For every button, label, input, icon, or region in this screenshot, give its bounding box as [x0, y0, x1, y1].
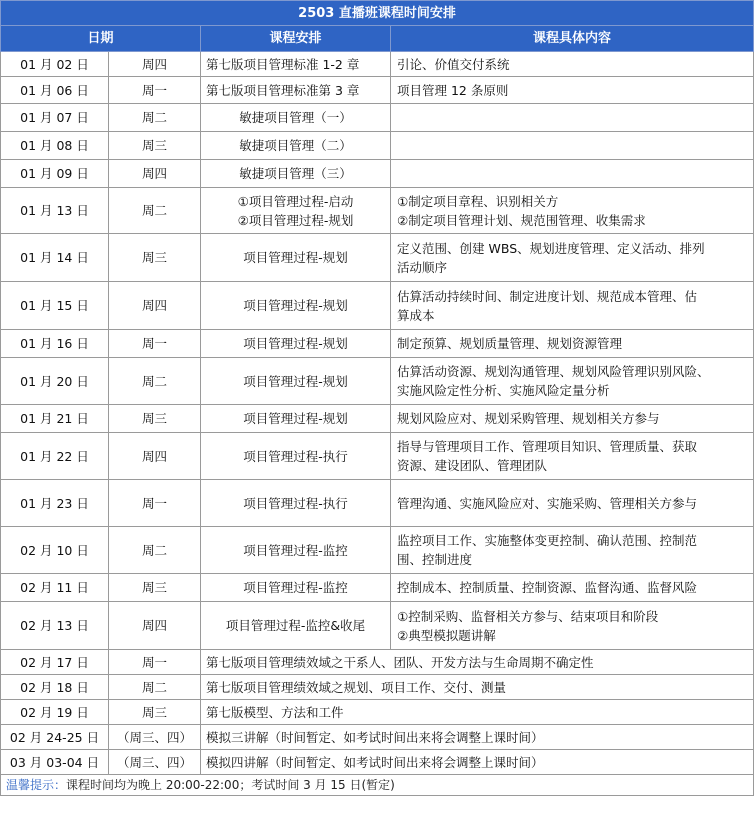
detail-line: 活动顺序	[397, 259, 448, 275]
cell-date: 02 月 11 日	[1, 574, 109, 602]
arrangement-line: 项目管理过程-监控	[243, 580, 348, 595]
cell-detail	[391, 574, 754, 602]
cell-date: 01 月 15 日	[1, 282, 109, 330]
cell-date: 01 月 23 日	[1, 480, 109, 527]
cell-detail	[391, 433, 754, 480]
cell-arrangement	[201, 52, 391, 77]
cell-weekday: （周三、四）	[109, 725, 201, 750]
cell-weekday: 周二	[109, 675, 201, 700]
table-row	[1, 188, 754, 234]
cell-arrangement-wide: 第七版模型、方法和工件	[201, 700, 754, 725]
table-row	[1, 77, 754, 104]
arrangement-line: 项目管理过程-执行	[243, 448, 348, 464]
cell-weekday: 周三	[109, 574, 201, 602]
detail-line: ①制定项目章程、识别相关方	[397, 193, 559, 209]
cell-date: 01 月 09 日	[1, 160, 109, 188]
arrangement-line: 敏捷项目管理（一）	[239, 110, 352, 125]
cell-arrangement	[201, 574, 391, 602]
detail-line: ②制定项目管理计划、规范围管理、收集需求	[397, 212, 646, 228]
cell-weekday: 周四	[109, 433, 201, 480]
cell-arrangement	[201, 282, 391, 330]
cell-weekday: 周三	[109, 234, 201, 282]
cell-date: 02 月 10 日	[1, 527, 109, 574]
table-row	[1, 104, 754, 132]
arrangement-line: 项目管理过程-规划	[243, 298, 348, 313]
footer-text: 课程时间均为晚上 20:00-22:00；考试时间 3 月 15 日(暂定)	[66, 777, 395, 792]
cell-detail	[391, 160, 754, 188]
table-row	[1, 330, 754, 358]
arrangement-line: 项目管理过程-监控&收尾	[225, 618, 366, 633]
cell-weekday: 周二	[109, 358, 201, 405]
table-row	[1, 675, 754, 700]
arrangement-line: 项目管理过程-规划	[243, 336, 348, 351]
table-title: 2503 直播班课程时间安排	[1, 1, 754, 26]
cell-date: 01 月 20 日	[1, 358, 109, 405]
cell-arrangement	[201, 104, 391, 132]
cell-weekday: 周一	[109, 77, 201, 104]
table-row	[1, 358, 754, 405]
detail-line: 围、控制进度	[397, 552, 473, 567]
cell-date: 03 月 03-04 日	[1, 750, 109, 775]
cell-arrangement	[201, 602, 391, 650]
arrangement-line: 项目管理过程-规划	[243, 411, 348, 426]
detail-line: 制定预算、规划质量管理、规划资源管理	[397, 336, 623, 351]
arrangement-line: ②项目管理过程-规划	[237, 212, 354, 228]
cell-arrangement	[201, 433, 391, 480]
detail-line: 估算活动资源、规划沟通管理、规划风险管理识别风险、	[397, 364, 710, 379]
cell-weekday: 周三	[109, 405, 201, 433]
table-row	[1, 602, 754, 650]
detail-line: 指导与管理项目工作、管理项目知识、管理质量、获取	[397, 439, 698, 454]
cell-detail	[391, 405, 754, 433]
schedule-body	[1, 52, 754, 775]
detail-line: ①控制采购、监督相关方参与、结束项目和阶段	[397, 608, 659, 624]
cell-detail	[391, 52, 754, 77]
footer-note	[1, 775, 754, 796]
cell-date: 01 月 14 日	[1, 234, 109, 282]
cell-weekday: 周三	[109, 700, 201, 725]
table-row	[1, 650, 754, 675]
arrangement-line: 第七版项目管理标准 1-2 章	[206, 56, 360, 72]
cell-date: 01 月 06 日	[1, 77, 109, 104]
footer-prefix: 温馨提示：	[6, 777, 67, 792]
cell-arrangement	[201, 234, 391, 282]
detail-line: ②典型模拟题讲解	[397, 627, 496, 643]
cell-weekday: 周二	[109, 104, 201, 132]
cell-detail	[391, 104, 754, 132]
detail-line: 管理沟通、实施风险应对、实施采购、管理相关方参与	[397, 495, 698, 511]
cell-weekday: 周三	[109, 132, 201, 160]
arrangement-line: 项目管理过程-规划	[243, 373, 348, 389]
cell-detail	[391, 480, 754, 527]
cell-date: 01 月 22 日	[1, 433, 109, 480]
header-arrangement: 课程安排	[201, 26, 391, 52]
cell-arrangement-wide: 模拟四讲解（时间暂定、如考试时间出来将会调整上课时间）	[201, 750, 754, 775]
table-row	[1, 574, 754, 602]
cell-detail	[391, 330, 754, 358]
cell-arrangement-wide: 第七版项目管理绩效域之干系人、团队、开发方法与生命周期不确定性	[201, 650, 754, 675]
table-row	[1, 132, 754, 160]
cell-weekday: 周四	[109, 602, 201, 650]
cell-weekday: 周四	[109, 52, 201, 77]
detail-line: 监控项目工作、实施整体变更控制、确认范围、控制范	[397, 533, 698, 548]
cell-detail	[391, 358, 754, 405]
cell-date: 02 月 24-25 日	[1, 725, 109, 750]
table-row	[1, 160, 754, 188]
detail-line: 项目管理 12 条原则	[397, 82, 509, 98]
header-date: 日期	[1, 26, 201, 52]
table-row	[1, 700, 754, 725]
cell-weekday: 周四	[109, 282, 201, 330]
cell-weekday: 周一	[109, 650, 201, 675]
arrangement-line: 敏捷项目管理（三）	[239, 166, 352, 181]
cell-weekday: 周一	[109, 330, 201, 358]
arrangement-line: 敏捷项目管理（二）	[239, 138, 352, 153]
cell-arrangement	[201, 358, 391, 405]
detail-line: 控制成本、控制质量、控制资源、监督沟通、监督风险	[397, 580, 698, 595]
detail-line: 算成本	[397, 307, 435, 323]
arrangement-line: 项目管理过程-规划	[243, 250, 348, 265]
cell-detail	[391, 527, 754, 574]
detail-line: 估算活动持续时间、制定进度计划、规范成本管理、估	[397, 288, 698, 304]
table-row	[1, 750, 754, 775]
cell-arrangement	[201, 188, 391, 234]
detail-line: 引论、价值交付系统	[397, 56, 510, 72]
cell-detail	[391, 188, 754, 234]
cell-arrangement	[201, 527, 391, 574]
cell-date: 01 月 08 日	[1, 132, 109, 160]
cell-detail	[391, 132, 754, 160]
detail-line: 规划风险应对、规划采购管理、规划相关方参与	[397, 411, 660, 426]
cell-date: 01 月 02 日	[1, 52, 109, 77]
table-row	[1, 52, 754, 77]
cell-weekday: 周四	[109, 160, 201, 188]
cell-arrangement	[201, 405, 391, 433]
cell-arrangement	[201, 132, 391, 160]
cell-date: 02 月 17 日	[1, 650, 109, 675]
cell-detail	[391, 602, 754, 650]
cell-date: 02 月 18 日	[1, 675, 109, 700]
cell-weekday: 周二	[109, 527, 201, 574]
cell-weekday: 周二	[109, 188, 201, 234]
arrangement-line: ①项目管理过程-启动	[237, 193, 354, 209]
cell-date: 02 月 13 日	[1, 602, 109, 650]
cell-date: 01 月 13 日	[1, 188, 109, 234]
cell-arrangement	[201, 77, 391, 104]
cell-weekday: （周三、四）	[109, 750, 201, 775]
table-row	[1, 480, 754, 527]
cell-detail	[391, 234, 754, 282]
table-row	[1, 234, 754, 282]
header-detail: 课程具体内容	[391, 26, 754, 52]
arrangement-line: 项目管理过程-执行	[243, 495, 348, 511]
detail-line: 资源、建设团队、管理团队	[397, 458, 548, 473]
footer-row	[1, 775, 754, 796]
cell-date: 01 月 21 日	[1, 405, 109, 433]
cell-arrangement	[201, 480, 391, 527]
table-row	[1, 282, 754, 330]
table-row	[1, 433, 754, 480]
cell-date: 01 月 16 日	[1, 330, 109, 358]
arrangement-line: 项目管理过程-监控	[243, 542, 348, 558]
cell-date: 01 月 07 日	[1, 104, 109, 132]
cell-arrangement-wide: 模拟三讲解（时间暂定、如考试时间出来将会调整上课时间）	[201, 725, 754, 750]
cell-arrangement	[201, 160, 391, 188]
arrangement-line: 第七版项目管理标准第 3 章	[206, 82, 360, 98]
cell-arrangement	[201, 330, 391, 358]
table-row	[1, 725, 754, 750]
detail-line: 实施风险定性分析、实施风险定量分析	[397, 383, 610, 398]
cell-detail	[391, 77, 754, 104]
cell-arrangement-wide: 第七版项目管理绩效域之规划、项目工作、交付、测量	[201, 675, 754, 700]
cell-weekday: 周一	[109, 480, 201, 527]
table-row	[1, 405, 754, 433]
table-row	[1, 527, 754, 574]
cell-detail	[391, 282, 754, 330]
detail-line: 定义范围、创建 WBS、规划进度管理、定义活动、排列	[397, 240, 705, 256]
cell-date: 02 月 19 日	[1, 700, 109, 725]
